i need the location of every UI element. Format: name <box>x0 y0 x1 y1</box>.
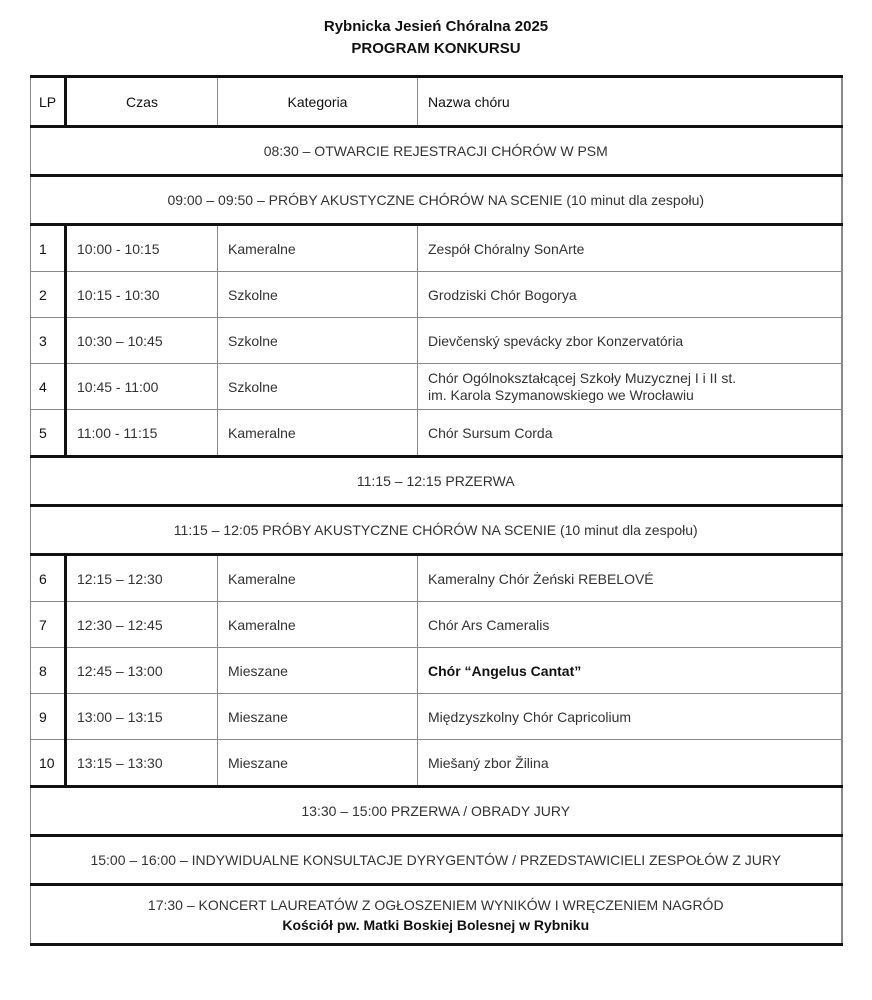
table-row <box>31 555 842 602</box>
row-choir-name: Chór “Angelus Cantat” <box>418 648 842 694</box>
header-name: Nazwa chóru <box>418 77 842 127</box>
header-time: Czas <box>66 77 218 127</box>
row-lp: 9 <box>31 694 66 740</box>
table-row <box>31 225 842 272</box>
row-choir-name: Grodziski Chór Bogorya <box>418 272 842 318</box>
table-header-row <box>31 77 842 127</box>
row-category: Mieszane <box>218 648 418 694</box>
table-row <box>31 272 842 318</box>
row-category: Kameralne <box>218 225 418 272</box>
row-lp: 5 <box>31 410 66 457</box>
row-time: 10:00 - 10:15 <box>66 225 218 272</box>
row-choir-name: Międzyszkolny Chór Capricolium <box>418 694 842 740</box>
row-lp: 4 <box>31 364 66 410</box>
row-time: 12:30 – 12:45 <box>66 602 218 648</box>
announcement-row <box>31 127 842 176</box>
row-category: Kameralne <box>218 555 418 602</box>
rehearsal-announcement-1: 09:00 – 09:50 – PRÓBY AKUSTYCZNE CHÓRÓW NA SCENIE (10 minut dla zespołu) <box>31 176 842 225</box>
row-lp: 2 <box>31 272 66 318</box>
row-lp: 10 <box>31 740 66 787</box>
row-category: Kameralne <box>218 602 418 648</box>
row-choir-name: Miešaný zbor Žilina <box>418 740 842 787</box>
row-time: 11:00 - 11:15 <box>66 410 218 457</box>
program-table <box>30 75 843 946</box>
header-lp: LP <box>31 77 66 127</box>
row-choir-name <box>418 364 842 410</box>
row-lp: 6 <box>31 555 66 602</box>
row-lp: 3 <box>31 318 66 364</box>
row-time: 13:15 – 13:30 <box>66 740 218 787</box>
choir-name-line-1: Chór Ogólnokształcącej Szkoły Muzycznej I i II st. <box>428 369 737 386</box>
concert-announcement-cell <box>31 885 842 945</box>
table-row <box>31 694 842 740</box>
consultation-announcement: 15:00 – 16:00 – INDYWIDUALNE KONSULTACJE DYRYGENTÓW / PRZEDSTAWICIELI ZESPOŁÓW Z JURY <box>31 836 842 885</box>
table-row <box>31 602 842 648</box>
row-category: Mieszane <box>218 740 418 787</box>
row-time: 12:45 – 13:00 <box>66 648 218 694</box>
document-title: Rybnicka Jesień Chóralna 2025 <box>323 18 549 35</box>
choir-name-line-2: im. Karola Szymanowskiego we Wrocławiu <box>428 386 694 403</box>
row-choir-name: Chór Sursum Corda <box>418 410 842 457</box>
announcement-row <box>31 457 842 506</box>
row-choir-name: Dievčenský spevácky zbor Konzervatória <box>418 318 842 364</box>
row-category: Mieszane <box>218 694 418 740</box>
row-choir-name: Zespół Chóralny SonArte <box>418 225 842 272</box>
table-row <box>31 318 842 364</box>
row-time: 12:15 – 12:30 <box>66 555 218 602</box>
break-announcement-2: 13:30 – 15:00 PRZERWA / OBRADY JURY <box>31 787 842 836</box>
row-time: 13:00 – 13:15 <box>66 694 218 740</box>
header-category: Kategoria <box>218 77 418 127</box>
row-lp: 7 <box>31 602 66 648</box>
table-row <box>31 740 842 787</box>
registration-announcement: 08:30 – OTWARCIE REJESTRACJI CHÓRÓW W PSM <box>31 127 842 176</box>
row-time: 10:30 – 10:45 <box>66 318 218 364</box>
concert-announcement: 17:30 – KONCERT LAUREATÓW Z OGŁOSZENIEM WYNIKÓW I WRĘCZENIEM NAGRÓD <box>147 896 724 913</box>
row-category: Kameralne <box>218 410 418 457</box>
table-row <box>31 648 842 694</box>
row-lp: 1 <box>31 225 66 272</box>
announcement-row <box>31 787 842 836</box>
row-choir-name: Chór Ars Cameralis <box>418 602 842 648</box>
row-lp: 8 <box>31 648 66 694</box>
table-row <box>31 410 842 457</box>
row-choir-name: Kameralny Chór Żeński REBELOVÉ <box>418 555 842 602</box>
break-announcement-1: 11:15 – 12:15 PRZERWA <box>31 457 842 506</box>
table-row <box>31 364 842 410</box>
row-category: Szkolne <box>218 318 418 364</box>
announcement-row <box>31 506 842 555</box>
announcement-row <box>31 176 842 225</box>
concert-venue: Kościół pw. Matki Boskiej Bolesnej w Rybniku <box>282 916 590 933</box>
row-category: Szkolne <box>218 364 418 410</box>
row-time: 10:45 - 11:00 <box>66 364 218 410</box>
document-subtitle: PROGRAM KONKURSU <box>351 40 521 57</box>
announcement-row <box>31 836 842 885</box>
row-category: Szkolne <box>218 272 418 318</box>
rehearsal-announcement-2: 11:15 – 12:05 PRÓBY AKUSTYCZNE CHÓRÓW NA SCENIE (10 minut dla zespołu) <box>31 506 842 555</box>
announcement-row <box>31 885 842 945</box>
row-time: 10:15 - 10:30 <box>66 272 218 318</box>
